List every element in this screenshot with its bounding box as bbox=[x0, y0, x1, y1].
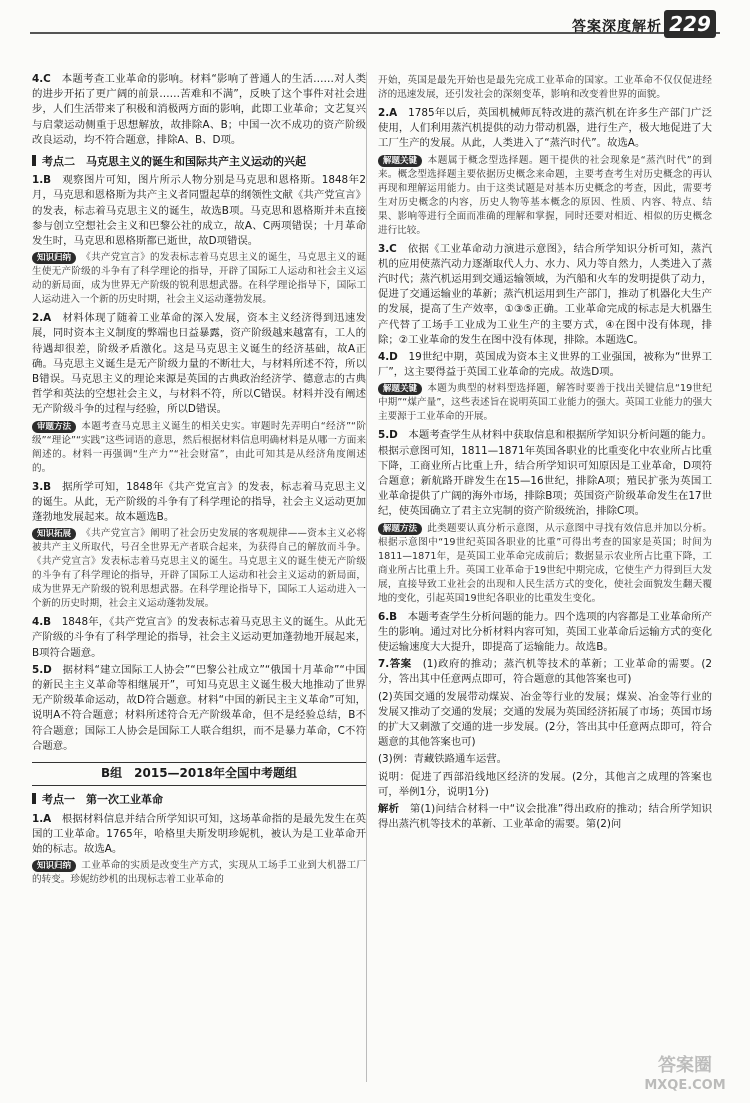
tip-badge: 审题方法 bbox=[32, 421, 76, 433]
header-title: 答案深度解析 bbox=[572, 19, 662, 35]
tip-note: 审题方法 本题考查马克思主义诞生的相关史实。审题时先弄明白“经济”“阶级”“理论”“实践”这些词语的意思，然后根据材料信息明确材料是从哪一方面来阐述的。材料一再强调“生产力”“社会财富”，由此可知其是从经济角度阐述的。 bbox=[32, 420, 366, 474]
tip-badge: 知识拓展 bbox=[32, 528, 76, 540]
answer-item: 4.C 本题考查工业革命的影响。材料“影响了普通人的生活……对人类的进步开拓了更广阔的前景……苦难和不满”，反映了这个事件对社会进步，人们生活带来了积极和消极两方面的影响，此即工业革命；文艺复兴与启蒙运动侧重于思想解放，故排除A、B；中国一次不成功的资产阶级改良运动，均不符合题意，排除A、B、D项。 bbox=[32, 73, 366, 146]
answer-item: 4.D 19世纪中期，英国成为资本主义世界的工业强国，被称为“世界工厂”，这主要得益于英国工业革命的完成。故选D项。 bbox=[378, 351, 712, 379]
answer-item: 1.B 观察图片可知，图片所示人物分别是马克思和恩格斯。1848年2月，马克思和恩格斯为共产主义者同盟起草的纲领性文献《共产党宣言》的发表，标志着马克思主义的诞生，故选B项。马克思和恩格斯并未直接参与创立空想社会主义和巴黎公社的成立，故A、C两项错误；十月革命发生时，马克思和恩格斯都已逝世，故D项错误。 bbox=[32, 174, 366, 248]
answer-item: 2.A 1785年以后，英国机械师瓦特改进的蒸汽机在许多生产部门广泛使用，人们利用蒸汽机提供的动力带动机器，进行生产，极大地促进了大工厂生产的发展。从此，人类进入了“蒸汽时代”。故选A。 bbox=[378, 107, 712, 150]
tip-badge: 解题关键 bbox=[378, 155, 422, 167]
section-title: 考点二 马克思主义的诞生和国际共产主义运动的兴起 bbox=[32, 154, 366, 169]
answer-item: 6.B 本题考查学生分析问题的能力。四个选项的内容都是工业革命所产生的影响。通过对比分析材料内容可知，英国工业革命后运输方式的变化使运输速度大大提升，即提高了运输能力。故选B。 bbox=[378, 610, 713, 654]
answer-item: 2.A 材料体现了随着工业革命的深入发展，资本主义经济得到迅速发展，同时资本主义制度的弊端也日益暴露，资产阶级越来越富有，工人的待遇却很差，阶级矛盾激化。这是马克思主义诞生的经济基础，故A正确。马克思主义诞生是无产阶级力量的不断壮大，与材料所述不符，所以B错误。马克思主义的理论来源是英国的古典政治经济学、德意志的古典哲学和英法的空想社会主义，与材料不符，所以C错误。材料并没有阐述无产阶级斗争的过程与经验，所以D错误。 bbox=[32, 312, 367, 416]
page-header bbox=[0, 0, 750, 60]
watermark-bottom: MXQE.COM bbox=[644, 1078, 726, 1093]
analysis-paragraph: 解析 第(1)问结合材料一中“议会批准”得出政府的推动；结合所学知识得出蒸汽机等技术的革新、工业革命的需要。第(2)问 bbox=[378, 803, 713, 831]
group-heading: B组 2015—2018年全国中考题组 bbox=[32, 762, 366, 786]
tip-note: 解题关键 本题为典型的材料型选择题，解答时要善于找出关键信息“19世纪中期”“煤产量”，这些表述旨在说明英国工业能力的强大。英国工业能力的强大主要源于工业革命的开展。 bbox=[378, 383, 712, 423]
answer-item: 3.C 依据《工业革命动力演进示意图》，结合所学知识分析可知，蒸汽机的应用使蒸汽动力逐渐取代人力、水力、风力等自然力，人类进入了蒸汽时代；蒸汽机运用到交通运输领域，为汽船和火车的发明提供了动力，促进了交通运输业的革新；蒸汽机运用到生产部门，推动了机器化大生产的发展，提高了生产效率，①③⑤正确。工业革命完成的标志是大机器生产代替了工场手工业成为工业生产的主要方式，④在图中没有体现，排除；②工业革命的发生在图中没有体现，排除。本题选C。 bbox=[378, 242, 712, 346]
section-marker-icon bbox=[32, 155, 36, 166]
answer-item: 3.B 据所学可知，1848年《共产党宣言》的发表，标志着马克思主义的诞生。从此，无产阶级的斗争有了科学理论的指导，社会主义运动更加蓬勃地发展起来。故本题选B。 bbox=[32, 480, 367, 524]
answer-q7-part: 说明：促进了西部沿线地区经济的发展。(2分，其他言之成理的答案也可，举例1分，说明1分) bbox=[378, 770, 712, 798]
column-divider bbox=[366, 72, 367, 1082]
answer-q7-part: (3)例：青藏铁路通车运营。 bbox=[378, 753, 508, 766]
answer-item: 5.D 本题考查学生从材料中获取信息和根据所学知识分析问题的能力。根据示意图可知，1811—1871年英国各职业的比重变化中农业所占比重下降，工商业所占比重上升，结合所学知识可知原因是工业革命，D项符合题意；新航路开辟发生在15—16世纪，排除A项；殖民扩张为英国工业革命提供了广阔的海外市场，排除B项；英国资产阶级革命发生在17世纪，使英国确立了君主立宪制的资产阶级统治，排除C项。 bbox=[378, 429, 713, 518]
answer-q7-part: (2)英国交通的发展带动煤炭、冶金等行业的发展；煤炭、冶金等行业的发展又推动了交通的发展；交通的发展为英国经济拓展了市场；英国市场的扩大又刺激了交通的进一步发展。(2分，答出其中任意两点即可，符合题意的其他答案也可) bbox=[378, 690, 712, 749]
section-marker-icon bbox=[32, 793, 36, 804]
tip-note: 知识归纳 工业革命的实质是改变生产方式，实现从工场手工业到大机器工厂的转变。珍妮纺纱机的出现标志着工业革命的 bbox=[32, 860, 366, 886]
answer-item: 1.A 根据材料信息并结合所学知识可知，这场革命指的是最先发生在英国的工业革命。1765年，哈格里夫斯发明珍妮机，被认为是工业革命开始的标志。故选A。 bbox=[32, 812, 367, 855]
tip-note: 知识归纳 《共产党宣言》的发表标志着马克思主义的诞生，马克思主义的诞生使无产阶级的斗争有了科学理论的指导，开辟了国际工人运动和社会主义运动的新局面，成为世界无产阶级的锐利思想武器。在科学理论指导下，国际工人运动进入一个新的历史时期，社会主义运动蓬勃发展。 bbox=[32, 252, 366, 306]
section-title: 考点一 第一次工业革命 bbox=[32, 792, 366, 807]
right-column bbox=[378, 72, 712, 835]
answer-item: 4.B 1848年，《共产党宣言》的发表标志着马克思主义的诞生。从此无产阶级的斗争有了科学理论的指导，社会主义运动更加蓬勃地开展起来，B项符合题意。 bbox=[32, 616, 366, 659]
tip-badge: 知识归纳 bbox=[32, 252, 76, 264]
left-column bbox=[32, 72, 366, 891]
page-number: 229 bbox=[664, 10, 716, 38]
tip-badge: 知识归纳 bbox=[32, 860, 76, 872]
watermark-logo bbox=[630, 1049, 740, 1095]
tip-note: 解题关键 本题属于概念型选择题。题干提供的社会现象是“蒸汽时代”的到来。概念型选择题主要依据历史概念来命题，主要考查考生对历史概念的再认再现和理解运用能力。由于这类试题是对基本历史概念的考查，因此，需要考生对历史概念的内容，历史人物等基本概念的原因、性质、内容、特点、结果、影响等进行全面而准确的理解和掌握，同时还要对相近、相似的历史概念进行比较。 bbox=[378, 154, 712, 236]
tip-note-continued: 开始，英国是最先开始也是最先完成工业革命的国家。工业革命不仅仅促进经济的迅速发展，还引发社会的深刻变革，影响和改变着世界的面貌。 bbox=[378, 75, 712, 100]
tip-note: 解题方法 此类题要认真分析示意图，从示意图中寻找有效信息并加以分析。根据示意图中“19世纪英国各职业的比重”可得出考查的国家是英国；时间为1811—1871年，是英国工业革命完成前后；数据显示农业所占比重下降，工商业所占比重上升。英国工业革命于19世纪中期完成，它使生产力得到巨大发展，直接导致工业社会的出现和人民生活方式的变化，使社会面貌发生翻天覆地的变化，引起英国19世纪各职业的比重发生变化。 bbox=[378, 522, 712, 604]
tip-badge: 解题方法 bbox=[378, 523, 422, 535]
answer-item-q7: 7.答案 (1)政府的推动；蒸汽机等技术的革新；工业革命的需要。(2分，答出其中任意两点即可，符合题意的其他答案也可) bbox=[378, 658, 713, 686]
tip-note: 知识拓展 《共产党宣言》阐明了社会历史发展的客观规律——资本主义必将被共产主义所取代，号召全世界无产者联合起来，为获得自己的解放而斗争。《共产党宣言》发表标志着马克思主义的诞生。马克思主义的诞生使无产阶级的斗争有了科学理论的指导，开辟了国际工人运动和社会主义运动的新局面，成为世界无产阶级的锐利思想武器。在科学理论指导下，国际工人运动进入一个新的历史时期，社会主义运动蓬勃发展。 bbox=[32, 528, 366, 610]
tip-badge: 解题关键 bbox=[378, 383, 422, 395]
watermark-top: 答案圈 bbox=[658, 1055, 712, 1076]
answer-item: 5.D 据材料“建立国际工人协会”“巴黎公社成立”“俄国十月革命”“中国的新民主主义革命等相继展开”，可知马克思主义诞生极大地推动了世界无产阶级革命运动，故D符合题意。材料“中国的新民主主义革命”可知，说明A不符合题意；材料所述符合无产阶级革命，但不是经验总结，B不符合题意；国际工人协会是国际工人联合组织，而不是暴力革命，C不符合题意。 bbox=[32, 663, 367, 752]
